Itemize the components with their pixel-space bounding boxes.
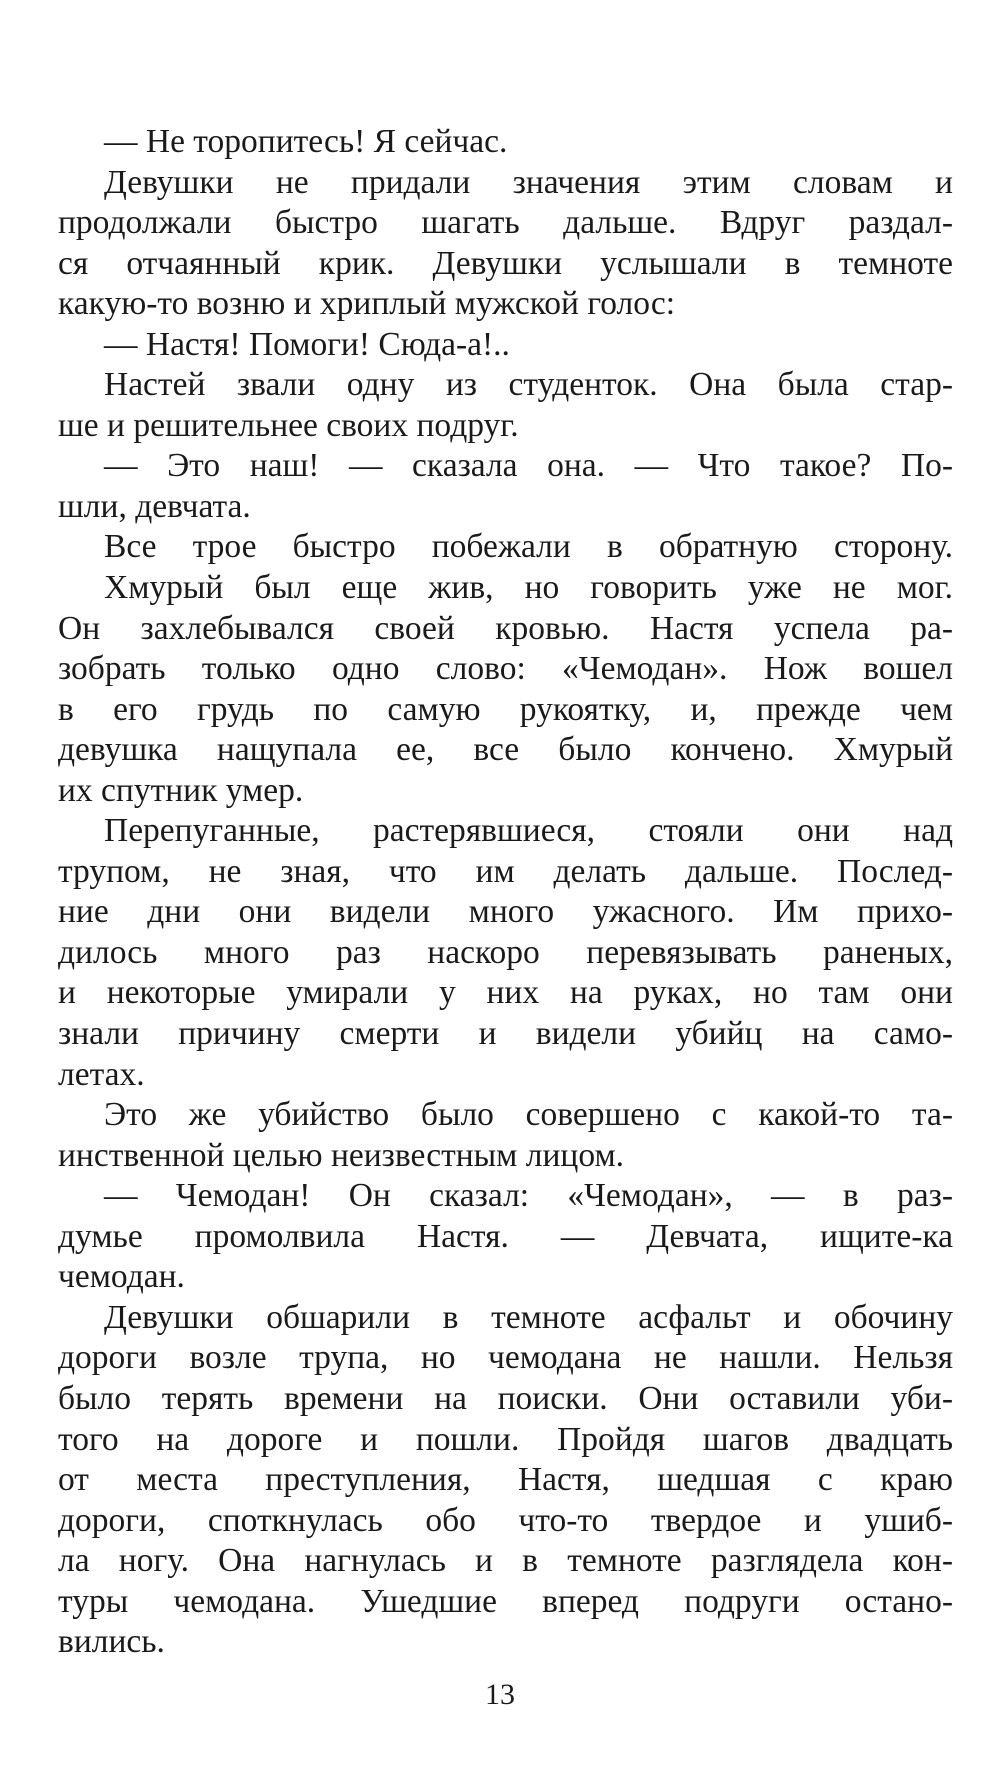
text-line: чемодан.	[58, 1258, 185, 1296]
text-line: зобрать только одно слово: «Чемодан». Нож вошел	[58, 650, 953, 688]
body-text	[58, 122, 953, 1663]
text-line: Настей звали одну из студенток. Она была стар-	[104, 366, 953, 404]
text-line: думье промолвила Настя. — Девчата, ищите-ка	[58, 1217, 953, 1255]
text-line: — Чемодан! Он сказал: «Чемодан», — в раз-	[104, 1177, 953, 1215]
text-line: их спутник умер.	[58, 771, 304, 809]
text-line: и некоторые умирали у них на руках, но там они	[58, 974, 953, 1012]
text-line: в его грудь по самую рукоятку, и, прежде чем	[58, 690, 953, 728]
text-line: девушка нащупала ее, все было кончено. Хмурый	[58, 731, 953, 769]
page-number: 13	[485, 1678, 515, 1711]
text-line: знали причину смерти и видели убийц на само-	[58, 1015, 953, 1053]
text-line: Хмурый был еще жив, но говорить уже не мог.	[104, 569, 953, 607]
text-line: ше и решительнее своих подруг.	[58, 406, 519, 444]
text-line: Он захлебывался своей кровью. Настя успела ра-	[58, 609, 953, 647]
text-line: вились.	[58, 1623, 165, 1661]
text-line: того на дороге и пошли. Пройдя шагов двадцать	[58, 1420, 953, 1458]
text-line: от места преступления, Настя, шедшая с краю	[58, 1461, 953, 1499]
text-line: — Это наш! — сказала она. — Что такое? По-	[104, 447, 953, 485]
text-line: Девушки обшарили в темноте асфальт и обочину	[104, 1298, 953, 1336]
text-line: инственной целью неизвестным лицом.	[58, 1136, 625, 1174]
text-line: летах.	[58, 1055, 145, 1093]
text-line: продолжали быстро шагать дальше. Вдруг раздал-	[58, 204, 953, 242]
text-line: было терять времени на поиски. Они оставили уби-	[58, 1379, 953, 1417]
text-line: — Настя! Помоги! Сюда-а!..	[104, 325, 510, 363]
text-line: ние дни они видели много ужасного. Им прихо-	[58, 893, 953, 931]
text-line: дилось много раз наскоро перевязывать раненых,	[58, 933, 953, 971]
text-line: дороги, споткнулась обо что-то твердое и ушиб-	[58, 1501, 953, 1539]
text-line: туры чемодана. Ушедшие вперед подруги остано-	[58, 1582, 953, 1620]
text-line: дороги возле трупа, но чемодана не нашли. Нельзя	[58, 1339, 953, 1377]
text-line: ла ногу. Она нагнулась и в темноте разглядела кон-	[58, 1542, 953, 1580]
text-line: Девушки не придали значения этим словам и	[104, 163, 953, 201]
text-line: Это же убийство было совершено с какой-то та-	[104, 1096, 953, 1134]
text-line: — Не торопитесь! Я сейчас.	[104, 123, 508, 160]
text-line: какую-то возню и хриплый мужской голос:	[58, 285, 676, 323]
text-line: шли, девчата.	[58, 487, 251, 525]
text-line: ся отчаянный крик. Девушки услышали в темноте	[58, 244, 953, 282]
text-line: Перепуганные, растерявшиеся, стояли они над	[104, 812, 953, 850]
text-line: трупом, не зная, что им делать дальше. Послед-	[58, 852, 953, 890]
text-line: Все трое быстро побежали в обратную сторону.	[104, 528, 953, 566]
